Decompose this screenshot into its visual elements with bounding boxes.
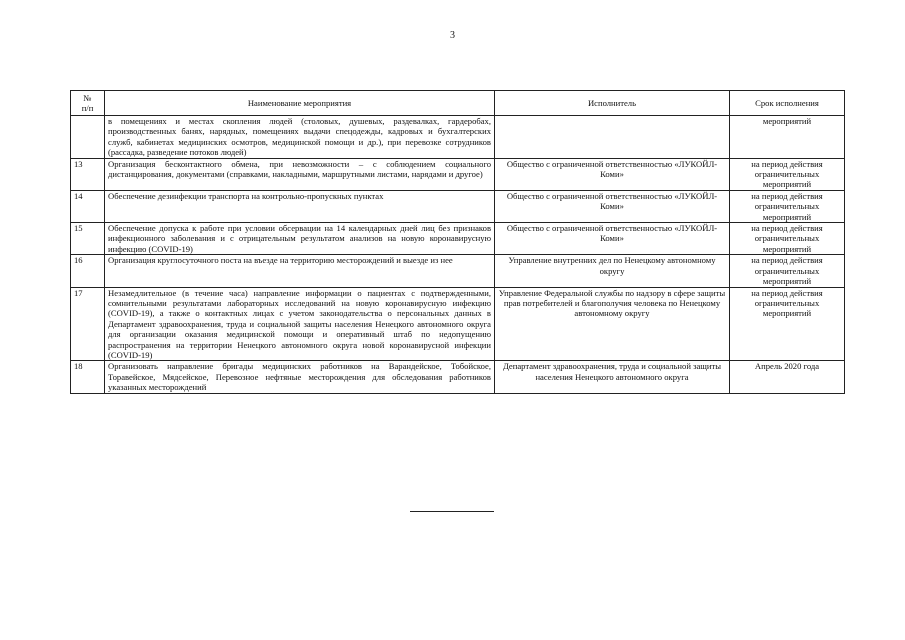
header-measure-name: Наименование мероприятия [105, 91, 495, 116]
row-number: 15 [71, 223, 105, 255]
table-row [71, 158, 845, 190]
table-row [71, 255, 845, 287]
end-of-document-rule [410, 511, 494, 512]
table-row [71, 361, 845, 393]
header-executor: Исполнитель [495, 91, 730, 116]
row-number: 17 [71, 287, 105, 361]
row-number: 14 [71, 190, 105, 222]
executor-cell [495, 116, 730, 159]
table-row [71, 190, 845, 222]
measure-name-cell: Организовать направление бригады медицинских работников на Варандейское, Тобойское, Торавейское, Мядсейское, Перевозное нефтяные месторождения для обследования работников указанных месторождений [105, 361, 495, 393]
row-number: 16 [71, 255, 105, 287]
header-number-line2: п/п [81, 103, 94, 113]
executor-cell: Департамент здравоохранения, труда и социальной защиты населения Ненецкого автономного округа [495, 361, 730, 393]
table-row [71, 223, 845, 255]
term-cell: на период действия ограничительных мероприятий [730, 158, 845, 190]
table-header-row [71, 91, 845, 116]
measures-table [70, 90, 845, 394]
measure-name-cell: Организация круглосуточного поста на въезде на территорию месторождений и выезде из нее [105, 255, 495, 287]
measure-name-cell: Незамедлительное (в течение часа) направление информации о пациентах с подтвержденными, сомнительными результатами лабораторных исследований на новую коронавирусную инфекцию (COVID-19), а также о контактных лицах с учетом законодательства о персональных данных в Департамент здравоохранения, труда и социальной защиты населения Ненецкого автономного округа для организации оказания медицинской помощи и оперативный штаб по недопущению распространения на территории Ненецкого автономного округа новой коронавирусной инфекции (COVID-19) [105, 287, 495, 361]
term-cell: Апрель 2020 года [730, 361, 845, 393]
measure-name-cell: Организация бесконтактного обмена, при невозможности – с соблюдением социального дистанцирования, документами (справками, накладными, маршрутными листами, нарядами и другое) [105, 158, 495, 190]
term-cell: на период действия ограничительных мероприятий [730, 223, 845, 255]
measure-name-cell: Обеспечение допуска к работе при условии обсервации на 14 календарных дней лиц без признаков инфекционного заболевания и с отрицательным результатом анализов на новую коронавирусную инфекцию (COVID-19) [105, 223, 495, 255]
term-cell: мероприятий [730, 116, 845, 159]
row-number: 18 [71, 361, 105, 393]
row-number [71, 116, 105, 159]
executor-cell: Общество с ограниченной ответственностью «ЛУКОЙЛ-Коми» [495, 223, 730, 255]
executor-cell: Общество с ограниченной ответственностью «ЛУКОЙЛ-Коми» [495, 190, 730, 222]
term-cell: на период действия ограничительных мероприятий [730, 255, 845, 287]
header-term: Срок исполнения [730, 91, 845, 116]
term-cell: на период действия ограничительных мероприятий [730, 190, 845, 222]
executor-cell: Управление Федеральной службы по надзору в сфере защиты прав потребителей и благополучия человека по Ненецкому автономному округу [495, 287, 730, 361]
table-row [71, 287, 845, 361]
executor-cell: Общество с ограниченной ответственностью «ЛУКОЙЛ-Коми» [495, 158, 730, 190]
header-number-line1: № [83, 93, 92, 103]
measure-name-cell: в помещениях и местах скопления людей (столовых, душевых, раздевалках, гардеробах, производственных банях, нарядных, помещениях выдачи спецодежды, кадровых и бухгалтерских служб, кабинетах медицинских осмотров, медицинской помощи и др.), при перевозке сотрудников (рассадка, разведение потоков людей) [105, 116, 495, 159]
executor-cell: Управление внутренних дел по Ненецкому автономному округу [495, 255, 730, 287]
term-cell: на период действия ограничительных мероприятий [730, 287, 845, 361]
row-number: 13 [71, 158, 105, 190]
measure-name-cell: Обеспечение дезинфекции транспорта на контрольно-пропускных пунктах [105, 190, 495, 222]
page-number: 3 [450, 30, 455, 41]
table-row [71, 116, 845, 159]
header-number [71, 91, 105, 116]
